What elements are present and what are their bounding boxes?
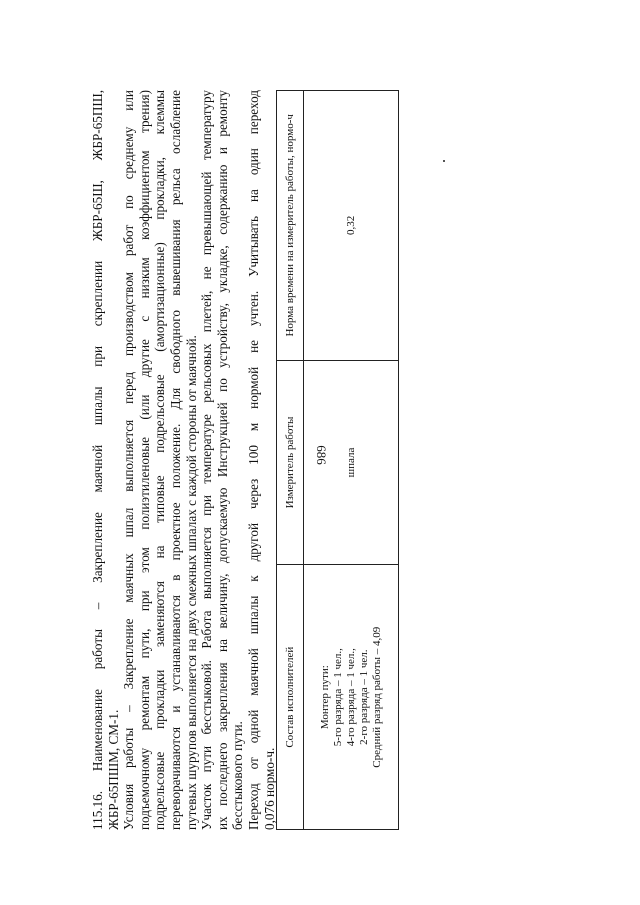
transition-note — [246, 90, 277, 830]
heading-line: 115.16. Наименование работы – Закрепление маячной шпалы при скреплении ЖБР-65Ш, ЖБР-65ПШ, — [90, 90, 105, 830]
norm-cell: 0,32 — [304, 91, 399, 361]
document-body — [90, 90, 395, 830]
conditions-line: подъемочному ремонтам пути, при этом полиэтиленовые (или другие с низким коэффициентом трения) — [136, 90, 152, 830]
composition-line: 5-го разряда – 1 чел., — [331, 648, 344, 747]
section-line: Участок пути бесстыковой. Работа выполняется при температуре рельсовых плетей, не превышающей температуру — [199, 90, 215, 830]
transition-line: Переход от одной маячной шпалы к другой через 100 м нормой не учтен. Учитывать на один переход — [245, 90, 261, 830]
composition-cell — [304, 565, 399, 830]
header-composition: Состав исполнителей — [277, 565, 304, 830]
conditions-line: путевых шурупов выполняется на двух смежных шпалах с каждой стороны от маячной. — [183, 335, 199, 830]
composition-line: Монтер пути: — [318, 665, 331, 730]
composition-line: Средний разряд работы – 4,09 — [370, 626, 383, 768]
table-header-row — [277, 91, 304, 830]
section-note — [199, 90, 246, 830]
transition-line: 0,076 нормо-ч. — [261, 747, 277, 830]
time-norm-table — [276, 90, 399, 830]
composition-line: 4-го разряда – 1 чел., — [344, 648, 357, 747]
heading-line: ЖБР-65ПШМ, СМ-1. — [105, 709, 121, 830]
header-norm: Норма времени на измеритель работы, нормо-ч — [277, 91, 304, 361]
scan-speck — [443, 160, 445, 162]
conditions-line: Условия работы – Закрепление маячных шпал выполняется перед производством работ по среднему или — [121, 90, 137, 830]
section-line: бесстыкового пути. — [230, 721, 246, 830]
conditions-line: подрельсовые прокладки заменяются на типовые подрельсовые (амортизационные) прокладки, клеммы — [152, 90, 168, 830]
composition-line: 2-го разряда – 1 чел. — [357, 649, 370, 745]
work-conditions — [121, 90, 199, 830]
conditions-line: переворачиваются и устанавливаются в проектное положение. Для свободного вывешивания рельса ослабление — [167, 90, 183, 830]
unit-cell: шпала — [304, 360, 399, 565]
table-row — [304, 91, 399, 830]
page-number: 686 — [313, 445, 329, 465]
section-line: их последнего закрепления на величину, допускаемую Инструкцией по устройству, укладке, содержанию и ремонту — [214, 90, 230, 830]
work-heading — [90, 90, 121, 830]
header-unit: Измеритель работы — [277, 360, 304, 565]
